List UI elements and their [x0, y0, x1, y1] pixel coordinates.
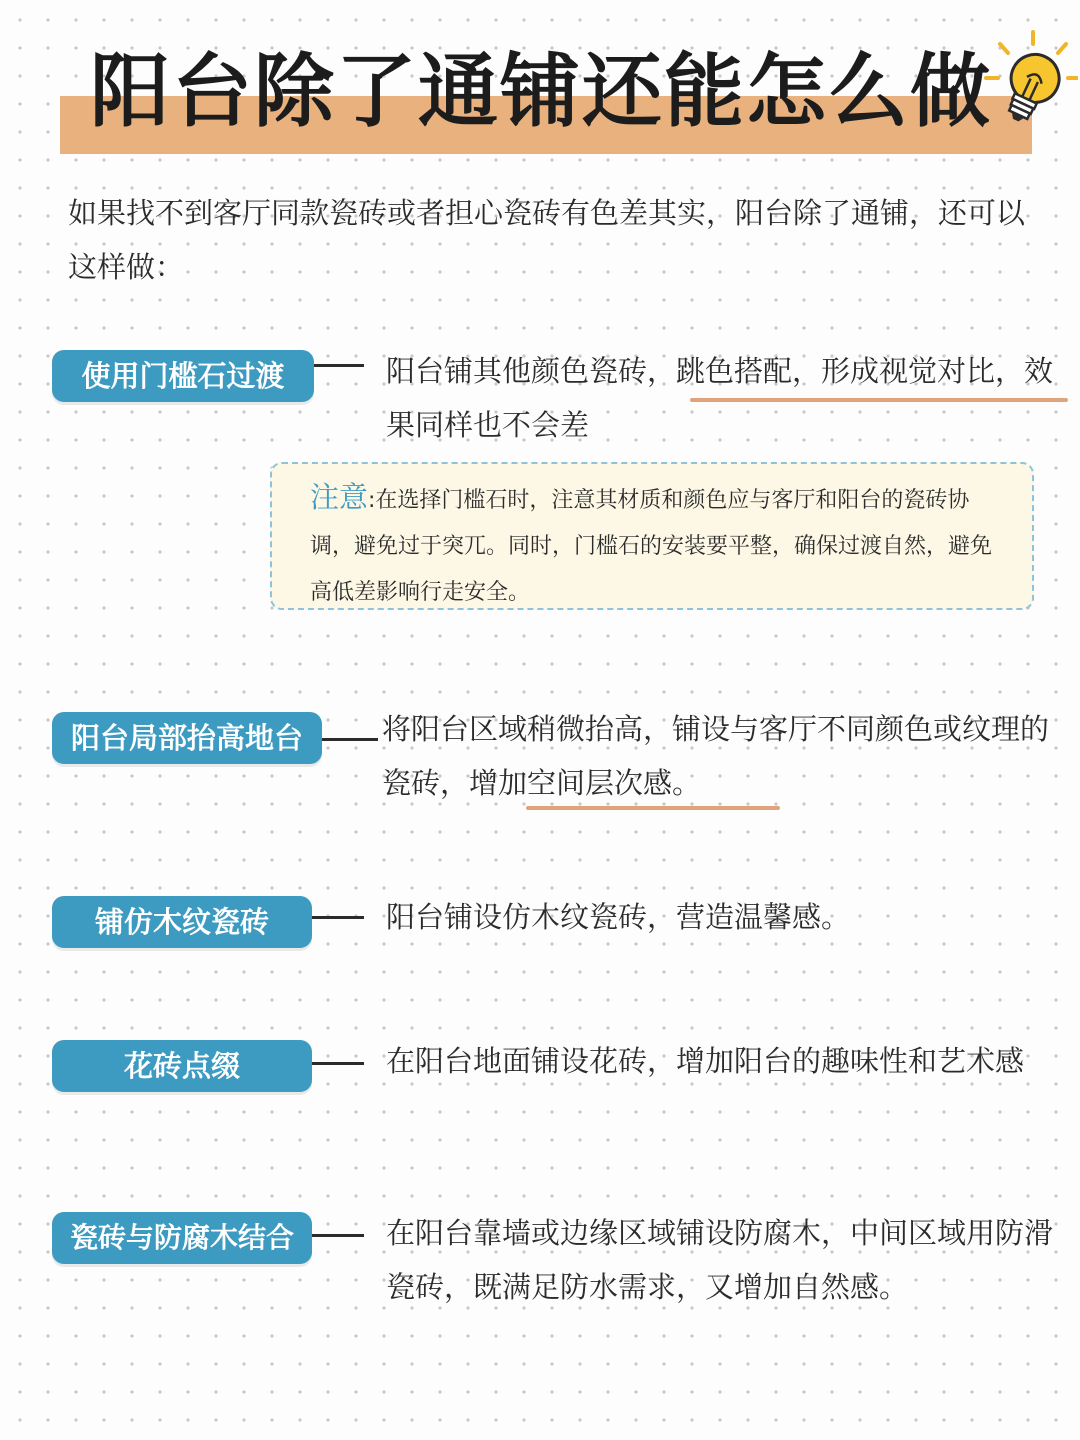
- desc-raised-platform: 将阳台区域稍微抬高，铺设与客厅不同颜色或纹理的瓷砖，增加空间层次感。: [382, 712, 1050, 800]
- connector-line: [322, 738, 378, 741]
- connector-line: [312, 1234, 364, 1237]
- tag-wood-grain-tile: 铺仿木纹瓷砖: [52, 896, 312, 948]
- highlight-underline: [526, 806, 780, 810]
- connector-line: [314, 364, 364, 367]
- tag-raised-platform: 阳台局部抬高地台: [52, 712, 322, 764]
- tag-threshold-stone: 使用门槛石过渡: [52, 350, 314, 402]
- desc-tile-and-wood: 在阳台靠墙或边缘区域铺设防腐木，中间区域用防滑瓷砖，既满足防水需求，又增加自然感。: [386, 1216, 1054, 1304]
- connector-line: [312, 916, 364, 919]
- title-area: [60, 36, 1032, 156]
- note-box: [270, 462, 1034, 610]
- desc-wood-grain-tile: 阳台铺设仿木纹瓷砖，营造温馨感。: [386, 900, 851, 934]
- light-bulb-icon: [978, 28, 1078, 138]
- note-text: :在选择门槛石时，注意其材质和颜色应与客厅和阳台的瓷砖协调，避免过于突兀。同时，门槛石的安装要平整，确保过渡自然，避免高低差影响行走安全。: [310, 488, 993, 605]
- tag-tile-and-wood: 瓷砖与防腐木结合: [52, 1212, 312, 1264]
- desc-threshold-stone: 阳台铺其他颜色瓷砖，跳色搭配，形成视觉对比，效果同样也不会差: [386, 354, 1054, 442]
- highlight-underline: [690, 398, 1068, 402]
- connector-line: [312, 1062, 364, 1065]
- intro-text: 如果找不到客厅同款瓷砖或者担心瓷砖有色差其实，阳台除了通铺，还可以这样做：: [68, 196, 1026, 284]
- note-label: 注意: [310, 480, 369, 514]
- page-title: 阳台除了通铺还能怎么做: [90, 45, 992, 138]
- desc-pattern-tile: 在阳台地面铺设花砖，增加阳台的趣味性和艺术感: [386, 1044, 1025, 1078]
- tag-pattern-tile: 花砖点缀: [52, 1040, 312, 1092]
